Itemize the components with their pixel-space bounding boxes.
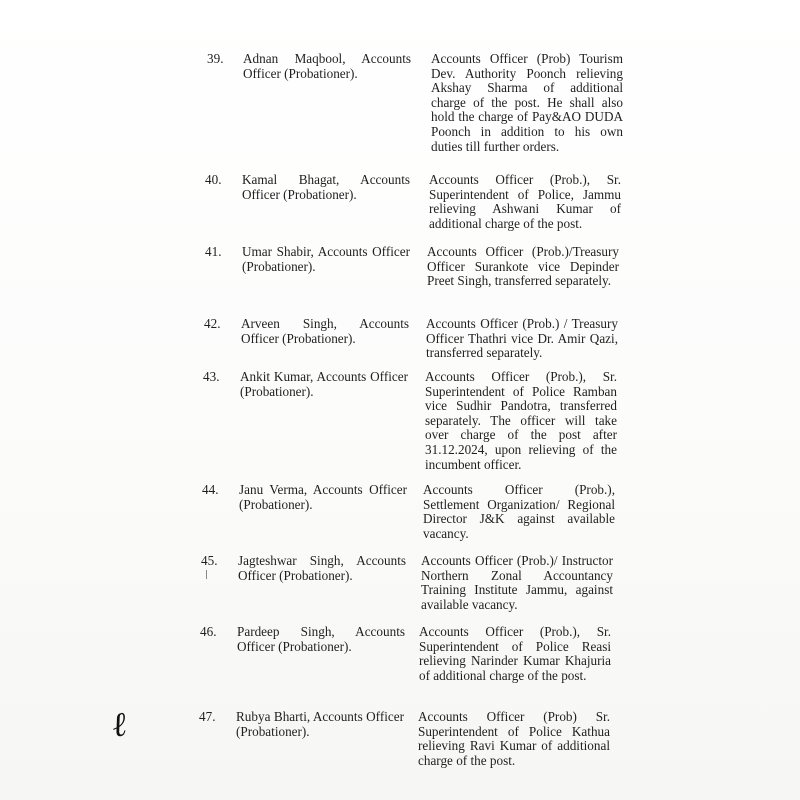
entry-number: 44. <box>202 482 219 497</box>
entry-name: Jagteshwar Singh, Accounts Officer (Probationer). <box>238 553 406 583</box>
entry-number: 41. <box>205 244 222 259</box>
entry-name: Ankit Kumar, Accounts Officer (Probationer). <box>240 369 408 399</box>
entry-number: 40. <box>205 172 222 187</box>
entry-posting: Accounts Officer (Prob.)/ Instructor Northern Zonal Accountancy Training Institute Jammu, against available vacancy. <box>421 553 613 612</box>
entry-name: Arveen Singh, Accounts Officer (Probationer). <box>241 316 409 346</box>
entry-name: Umar Shabir, Accounts Officer (Probationer). <box>242 244 410 274</box>
entry-posting: Accounts Officer (Prob) Tourism Dev. Authority Poonch relieving Akshay Sharma of additional charge of the post. He shall also hold the charge of Pay&AO DUDA Poonch in addition to his own duties till further orders. <box>431 51 623 154</box>
entry-name: Janu Verma, Accounts Officer (Probationer). <box>239 482 407 512</box>
entry-posting: Accounts Officer (Prob.), Sr. Superintendent of Police Reasi relieving Narinder Kumar Khajuria of additional charge of the post. <box>419 624 611 683</box>
entry-name: Kamal Bhagat, Accounts Officer (Probationer). <box>242 172 410 202</box>
entry-number: 39. <box>207 51 224 66</box>
entry-number: 42. <box>204 316 221 331</box>
entry-number: 46. <box>200 624 217 639</box>
entry-name: Pardeep Singh, Accounts Officer (Probationer). <box>237 624 405 654</box>
entry-name: Adnan Maqbool, Accounts Officer (Probationer). <box>243 51 411 81</box>
entry-posting: Accounts Officer (Prob.), Sr. Superintendent of Police Ramban vice Sudhir Pandotra, transferred separately. The officer will take over charge of the post after 31.12.2024, upon relieving of the incumbent officer. <box>425 369 617 472</box>
entry-posting: Accounts Officer (Prob) Sr. Superintendent of Police Kathua relieving Ravi Kumar of additional charge of the post. <box>418 709 610 768</box>
entry-posting: Accounts Officer (Prob.)/Treasury Officer Surankote vice Depinder Preet Singh, transferred separately. <box>427 244 619 289</box>
entry-posting: Accounts Officer (Prob.), Settlement Organization/ Regional Director J&K against available vacancy. <box>423 482 615 541</box>
entry-number: 45. <box>201 553 218 568</box>
handwritten-margin-mark: ℓ <box>109 704 129 746</box>
entry-posting: Accounts Officer (Prob.) / Treasury Officer Thathri vice Dr. Amir Qazi, transferred separately. <box>426 316 618 361</box>
entry-number: 43. <box>203 369 220 384</box>
pen-tick-mark <box>206 570 207 579</box>
entry-posting: Accounts Officer (Prob.), Sr. Superintendent of Police, Jammu relieving Ashwani Kumar of additional charge of the post. <box>429 172 621 231</box>
entry-number: 47. <box>199 709 216 724</box>
entry-name: Rubya Bharti, Accounts Officer (Probationer). <box>236 709 404 739</box>
